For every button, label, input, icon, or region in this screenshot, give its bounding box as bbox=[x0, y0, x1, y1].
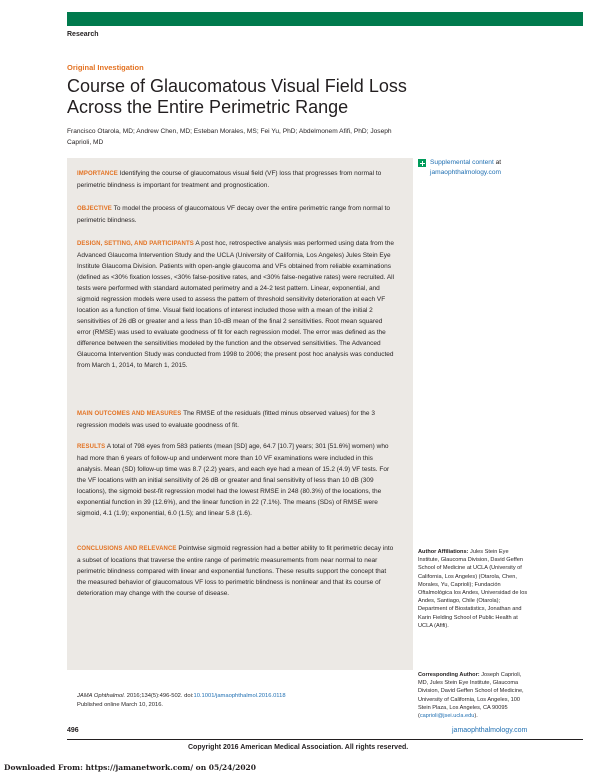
article-title: Course of Glaucomatous Visual Field Loss Across the Entire Perimetric Range bbox=[67, 76, 407, 117]
importance-heading: IMPORTANCE bbox=[77, 171, 118, 177]
abstract-conclusions bbox=[77, 543, 395, 599]
copyright-notice: Copyright 2016 American Medical Association. All rights reserved. bbox=[188, 744, 409, 751]
corresponding-text: Joseph Caprioli, MD, Jules Stein Eye Institute, Glaucoma Division, David Geffen School of Medicine, University of California, Los Angeles, 100 Stein Plaza, Los Angeles, CA 90095 ( bbox=[418, 672, 524, 720]
citation-journal: JAMA Ophthalmol. bbox=[77, 693, 126, 699]
citation-block bbox=[77, 692, 397, 710]
outcomes-text: The RMSE of the residuals (fitted minus observed values) for the 3 regression models was used to evaluate goodness of fit. bbox=[77, 410, 375, 429]
conclusions-heading: CONCLUSIONS AND RELEVANCE bbox=[77, 546, 177, 552]
abstract-objective bbox=[77, 203, 395, 226]
corresponding-author bbox=[418, 671, 530, 720]
citation-doi-link[interactable]: 10.1001/jamaophthalmol.2016.0118 bbox=[193, 693, 286, 699]
design-heading: DESIGN, SETTING, AND PARTICIPANTS bbox=[77, 241, 194, 247]
results-text: A total of 798 eyes from 583 patients (mean [SD] age, 64.7 [10.7] years; 301 [51.6%] women) who had more than 6 years of follow-up and underwent more than 10 VF examinations were included in this analysis. Mean (SD) follow-up time was 8.7 (2.2) years, and each eye had a mean of 15.2 (4.9) VF tests. For the VF locations with an initial sensitivity of 26 dB or greater and final sensitivity of less than 10 dB (309 locations), the sigmoid best-fit regression model had the lowest RMSE in 248 (80.3%) of the locations, the exponential function in 39 (12.6%), and the linear function in 22 (7.1%). The means (SDs) of RMSE were sigmoid, 4.1 (1.9); exponential, 6.0 (1.5); and linear 5.8 (1.6). bbox=[77, 443, 390, 517]
page-number: 496 bbox=[67, 727, 79, 734]
download-stamp: Downloaded From: https://jamanetwork.com/ on 05/24/2020 bbox=[4, 763, 256, 772]
objective-heading: OBJECTIVE bbox=[77, 206, 112, 212]
outcomes-heading: MAIN OUTCOMES AND MEASURES bbox=[77, 411, 182, 417]
importance-text: Identifying the course of glaucomatous visual field (VF) loss that progresses from normal to perimetric blindness is important for treatment and prognostication. bbox=[77, 170, 382, 189]
abstract-design bbox=[77, 238, 395, 371]
conclusions-text: Pointwise sigmoid regression had a better ability to fit perimetric decay into a subset of locations that traverse the entire range of perimetric measurements from near normal to near perimetric blindness compared with linear and exponential functions. These results support the concept that the measured behavior of glaucomatous VF loss to perimetric blindness is nonlinear and that its course of deterioration may change with the course of disease. bbox=[77, 545, 394, 597]
article-type: Original Investigation bbox=[67, 63, 144, 72]
author-affiliations bbox=[418, 548, 530, 630]
supplemental-site-link[interactable]: jamaophthalmology.com bbox=[430, 169, 501, 176]
footer-divider bbox=[67, 739, 583, 740]
affiliations-text: Jules Stein Eye Institute, Glaucoma Division, David Geffen School of Medicine at UCLA (University of California, Los Angeles) (Otarola, Chen, Morales, Yu, Caprioli); Fundación Oftalmológica los Andes, Universidad de los Andes, Santiago, Chile (Otarola); Department of Biostatistics, Jonathan and Karin Fielding School of Public Health at UCLA (Afifi). bbox=[418, 549, 528, 629]
published-date: Published online March 10, 2016. bbox=[77, 702, 164, 708]
citation-details: 2016;134(5):496-502. doi: bbox=[126, 693, 194, 699]
supplemental-link[interactable]: Supplemental content bbox=[430, 159, 494, 166]
citation-line bbox=[77, 692, 397, 701]
affiliations-heading: Author Affiliations: bbox=[418, 549, 469, 555]
footer-site-link[interactable]: jamaophthalmology.com bbox=[452, 727, 528, 734]
abstract-results bbox=[77, 441, 395, 519]
abstract-outcomes bbox=[77, 408, 395, 431]
abstract-box bbox=[67, 158, 413, 670]
results-heading: RESULTS bbox=[77, 444, 106, 450]
objective-text: To model the process of glaucomatous VF decay over the entire perimetric range from normal to perimetric blindness. bbox=[77, 205, 391, 224]
corresponding-email-link[interactable]: caprioli@jsei.ucla.edu bbox=[419, 713, 475, 720]
corresponding-heading: Corresponding Author: bbox=[418, 672, 480, 678]
abstract-importance bbox=[77, 168, 395, 191]
author-list: Francisco Otarola, MD; Andrew Chen, MD; Esteban Morales, MS; Fei Yu, PhD; Abdelmonem Afifi, PhD; Joseph Caprioli, MD bbox=[67, 128, 392, 146]
plus-icon bbox=[418, 159, 426, 167]
supplemental-at: at bbox=[495, 159, 502, 166]
design-text: A post hoc, retrospective analysis was performed using data from the Advanced Glaucoma Intervention Study and the UCLA (University of California, Los Angeles) Jules Stein Eye Institute Glaucoma Division. Patients with open-angle glaucoma and VFs obtained from reliable examinations (defined as <30% fixation losses, <30% false-positive rates, and <30% false-negative rates) were recruited. All tests were performed with standard automated perimetry and a 24-2 test pattern. Linear, exponential, and sigmoid regression models were used to assess the pattern of threshold sensitivity deterioration at each VF location as a function of time. Visual field locations of interest included those with a mean of the initial 2 sensitivities of 26 dB or greater and a less than 10-dB mean of the final 2 sensitivities. Root mean squared error (RMSE) was used to evaluate goodness of fit for each regression model. The error was defined as the difference between the sensitivities modeled by the function and the observed sensitivities. The Advanced Glaucoma Intervention Study was conducted from 1998 to 2006; the present post hoc analysis was conducted from March 1, 2014, to March 1, 2015. bbox=[77, 240, 395, 369]
header-color-bar bbox=[67, 12, 583, 26]
corresponding-end: ). bbox=[474, 713, 478, 720]
section-label: Research bbox=[67, 31, 99, 38]
supplemental-text bbox=[430, 158, 580, 178]
